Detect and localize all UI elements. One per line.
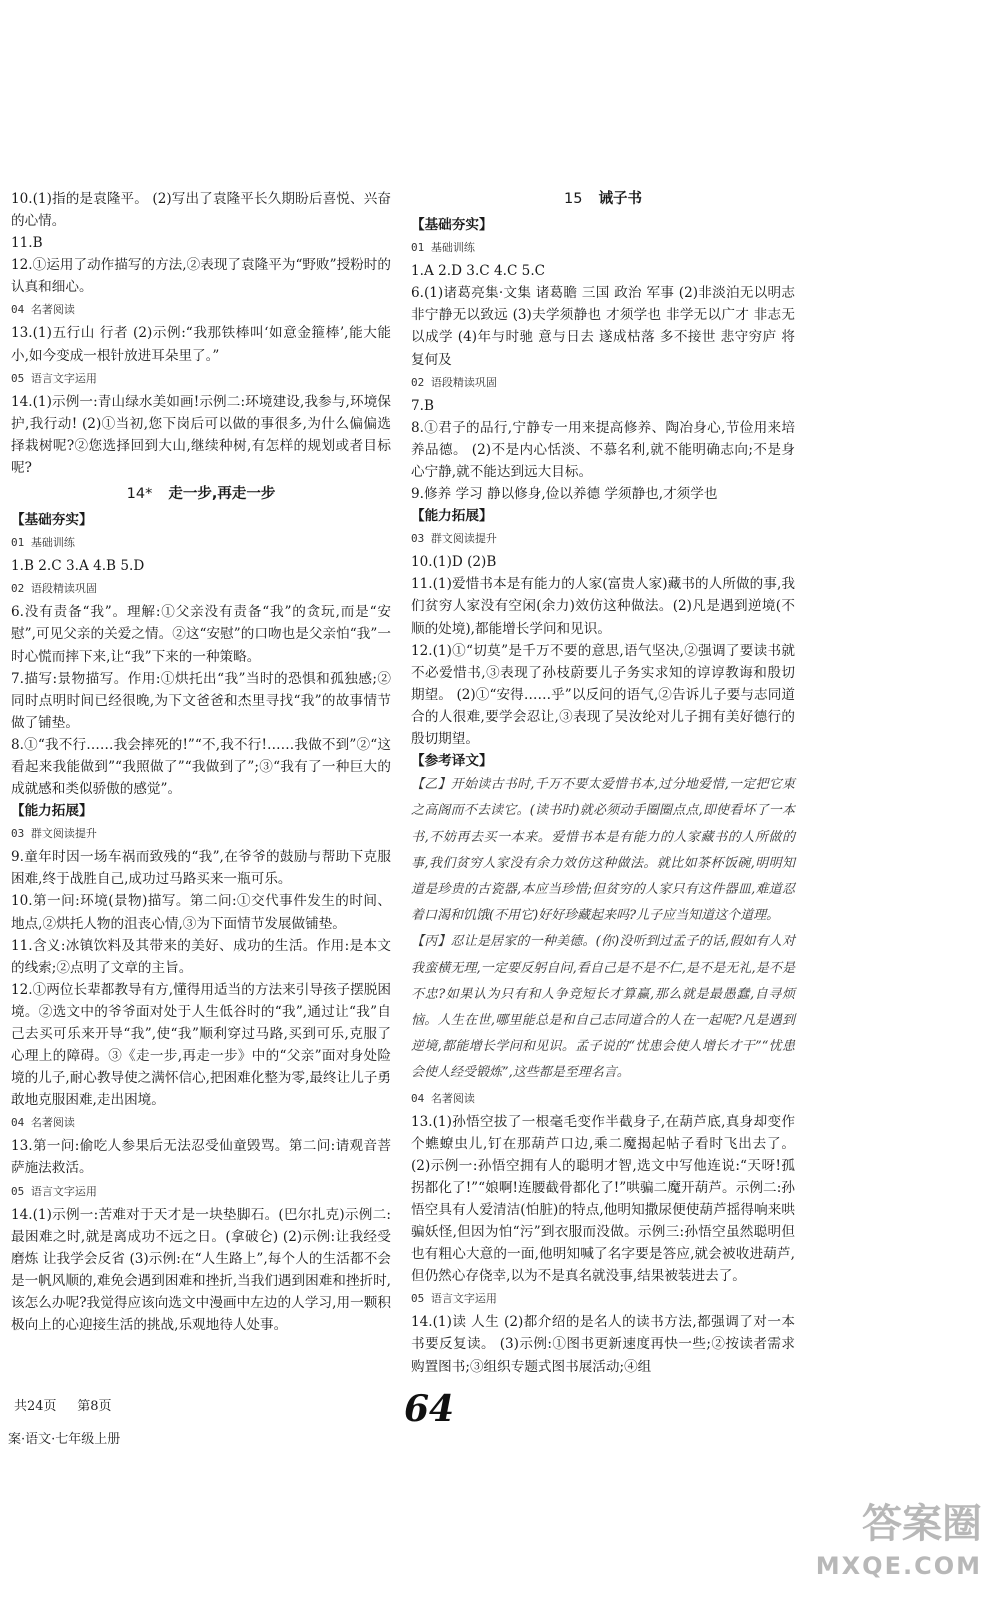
lesson-name: 走一步,再走一步 — [168, 486, 276, 503]
answer-item: 13.(1)孙悟空拔了一根毫毛变作半截身子,在葫芦底,真身却变作个蟭蟟虫儿,钉在那葫芦口边,乘二魔揭起帖子看时飞出去了。 (2)示例一:孙悟空拥有人的聪明才智,选文中写他连说:“天呀!孤拐都化了!”“娘啊!连腰截骨都化了!”哄骗二魔开葫芦。示例二:孙悟空具有人爱清洁(怕脏)的特点,他明知撒尿便使葫芦摇得响来哄骗妖怪,但因为怕“污”到衣服而没做。示例三:孙悟空虽然聪明但也有粗心大意的一面,他明知喊了名字要是答应,就会被收进葫芦,但仍然心存侥幸,以为不是真名就没事,结果被装进去了。 — [411, 1113, 795, 1285]
lesson-title — [411, 188, 795, 210]
section-heading: 【能力拓展】 — [11, 803, 93, 820]
subsection-label: 03 群文阅读提升 — [11, 827, 97, 841]
answer-item: 9.修养 学习 静以修身,俭以养德 学须静也,才须学也 — [411, 486, 718, 503]
answer-item: 14.(1)读 人生 (2)都介绍的是名人的读书方法,都强调了对一本书要反复读。 (3)示例:①图书更新速度再快一些;②按读者需求购置图书;③组织专题式图书展活动;④组 — [411, 1314, 795, 1375]
subsection-label: 03 群文阅读提升 — [411, 532, 497, 546]
subsection-label: 01 基础训练 — [411, 241, 475, 255]
answer-item: 8.①君子的品行,宁静专一用来提高修养、陶冶身心,节俭用来培养品德。 (2)不是内心恬淡、不慕名利,就不能明确志向;不是身心宁静,就不能达到远大目标。 — [411, 419, 795, 480]
left-column — [11, 188, 391, 1336]
subsection-label: 04 名著阅读 — [11, 1116, 75, 1130]
lesson-number: 14* — [126, 486, 153, 503]
subsection-label: 04 名著阅读 — [411, 1091, 475, 1105]
subsection-label: 02 语段精读巩固 — [11, 582, 97, 596]
translation-paragraph: 【丙】忍让是居家的一种美德。(你)没听到过孟子的话,假如有人对我蛮横无理,一定要反躬自问,看自己是不是不仁,是不是无礼,是不是不忠?如果认为只有和人争竞短长才算赢,那么就是最愚蠢,自寻烦恼。人生在世,哪里能总是和自己志同道合的人在一起呢?凡是遇到逆境,都能增长学问和见识。孟子说的“忧患会使人增长才干”“忧患会使人经受锻炼”,这些都是至理名言。 — [411, 934, 795, 1081]
watermark-url: MXQE.COM — [815, 1552, 982, 1580]
answer-item: 10.(1)D (2)B — [411, 554, 497, 571]
answer-item: 12.(1)①“切莫”是千万不要的意思,语气坚决,②强调了要读书就不必爱惜书,③表现了孙枝蔚要儿子务实求知的谆谆教诲和殷切期望。 (2)①“安得……乎”以反问的语气,②告诉儿子要与志同道合的人很难,要学会忍让,③表现了吴汝纶对儿子拥有美好德行的殷切期望。 — [411, 642, 795, 747]
answer-item: 12.①运用了动作描写的方法,②表现了袁隆平为“野败”授粉时的认真和细心。 — [11, 257, 391, 296]
subsection-label: 01 基础训练 — [11, 536, 75, 550]
answer-item: 11.B — [11, 235, 43, 252]
subsection-label: 04 名著阅读 — [11, 303, 75, 317]
subsection-label: 05 语言文字运用 — [411, 1292, 497, 1306]
section-heading: 【能力拓展】 — [411, 508, 493, 525]
answer-item: 6.没有责备“我”。理解:①父亲没有责备“我”的贪玩,而是“安慰”,可见父亲的关爱之情。②这“安慰”的口吻也是父亲怕“我”一时心慌而摔下来,让“我”下来的一种策略。 — [11, 604, 391, 665]
answer-item: 13.(1)五行山 行者 (2)示例:“我那铁棒叫‘如意金箍棒’,能大能小,如今变成一根针放进耳朵里了。” — [11, 325, 391, 364]
lesson-name: 诫子书 — [598, 191, 642, 207]
section-heading: 【参考译文】 — [411, 753, 493, 770]
answer-item: 1.B 2.C 3.A 4.B 5.D — [11, 558, 145, 575]
answer-item: 10.第一问:环境(景物)描写。第二问:①交代事件发生的时间、地点,②烘托人物的沮丧心情,③为下面情节发展做铺垫。 — [11, 893, 391, 932]
answer-item: 10.(1)指的是袁隆平。 (2)写出了袁隆平长久期盼后喜悦、兴奋的心情。 — [11, 191, 391, 230]
page-number: 64 — [404, 1388, 455, 1430]
section-heading: 【基础夯实】 — [411, 217, 493, 234]
answer-item: 7.描写:景物描写。作用:①烘托出“我”当时的恐惧和孤独感;②同时点明时间已经很晚,为下文爸爸和杰里寻找“我”的故事情节做了铺垫。 — [11, 670, 391, 731]
answer-item: 14.(1)示例一:青山绿水美如画!示例二:环境建设,我参与,环境保护,我行动! (2)①当初,您下岗后可以做的事很多,为什么偏偏选择栽树呢?②您选择回到大山,继续种树,有怎样的规划或者目标呢? — [11, 393, 391, 476]
answer-item: 6.(1)诸葛亮集·文集 诸葛瞻 三国 政治 军事 (2)非淡泊无以明志 非宁静无以致远 (3)夫学须静也 才须学也 非学无以广才 非志无以成学 (4)年与时驰 意与日去 遂成枯落 多不接世 悲守穷庐 将复何及 — [411, 285, 795, 368]
translation-paragraph: 【乙】开始读古书时,千万不要太爱惜书本,过分地爱惜,一定把它束之高阁而不去读它。(读书时)就必须动手圈圈点点,即使看坏了一本书,不妨再去买一本来。爱惜书本是有能力的人家藏书的人所做的事,我们贫穷人家没有余力效仿这种做法。就比如茶杯饭碗,明明知道是珍贵的古瓷器,本应当珍惜;但贫穷的人家只有这件器皿,难道忍着口渴和饥饿(不用它)好好珍藏起来吗?儿子应当知道这个道理。 — [411, 777, 795, 924]
total-pages: 共24页 — [14, 1399, 57, 1414]
answer-item: 9.童年时因一场车祸而致残的“我”,在爷爷的鼓励与帮助下克服困难,终于战胜自己,成功过马路买来一瓶可乐。 — [11, 849, 391, 888]
answer-item: 11.含义:冰镇饮料及其带来的美好、成功的生活。作用:是本文的线索;②点明了文章的主旨。 — [11, 937, 391, 976]
answer-item: 11.(1)爱惜书本是有能力的人家(富贵人家)藏书的人所做的事,我们贫穷人家没有空闲(余力)效仿这种做法。(2)凡是遇到逆境(不顺的处境),都能增长学问和见识。 — [411, 576, 795, 637]
answer-item: 12.①两位长辈都教导有方,懂得用适当的方法来引导孩子摆脱困境。②选文中的爷爷面对处于人生低谷时的“我”,通过让“我”自己去买可乐来开导“我”,使“我”顺利穿过马路,买到可乐,克服了心理上的障碍。③《走一步,再走一步》中的“父亲”面对身处险境的儿子,耐心教导使之满怀信心,把困难化整为零,最终让儿子勇敢地克服困难,走出困境。 — [11, 981, 391, 1109]
current-page: 第8页 — [77, 1399, 112, 1414]
answer-item: 14.(1)示例一:苦难对于天才是一块垫脚石。(巴尔扎克)示例二:最困难之时,就是离成功不远之日。(拿破仑) (2)示例:让我经受磨炼 让我学会反省 (3)示例:在“人生路上”,每个人的生活都不会是一帆风顺的,难免会遇到困难和挫折,当我们遇到困难和挫折时,该怎么办呢?我觉得应该向选文中漫画中左边的人学习,用一颗积极向上的心迎接生活的挑战,乐观地待人处事。 — [11, 1206, 391, 1334]
lesson-title — [11, 483, 391, 505]
answer-item: 13.第一问:偷吃人参果后无法忍受仙童毁骂。第二问:请观音菩萨施法救活。 — [11, 1138, 391, 1177]
answer-item: 1.A 2.D 3.C 4.C 5.C — [411, 263, 546, 280]
watermark-brand: 答案圈 — [862, 1501, 982, 1547]
lesson-number: 15 — [564, 191, 583, 207]
subsection-label: 05 语言文字运用 — [11, 1184, 97, 1198]
answer-item: 7.B — [411, 397, 434, 414]
footer-subject: 案·语文·七年级上册 — [8, 1432, 121, 1447]
subsection-label: 05 语言文字运用 — [11, 371, 97, 385]
right-column — [411, 188, 795, 1378]
subsection-label: 02 语段精读巩固 — [411, 375, 497, 389]
footer-total-pages — [14, 1395, 112, 1414]
answer-item: 8.①“我不行……我会摔死的!”“不,我不行!……我做不到”②“这看起来我能做到”“我照做了”“我做到了”;③“我有了一种巨大的成就感和类似骄傲的感觉”。 — [11, 736, 391, 798]
section-heading: 【基础夯实】 — [11, 512, 93, 529]
